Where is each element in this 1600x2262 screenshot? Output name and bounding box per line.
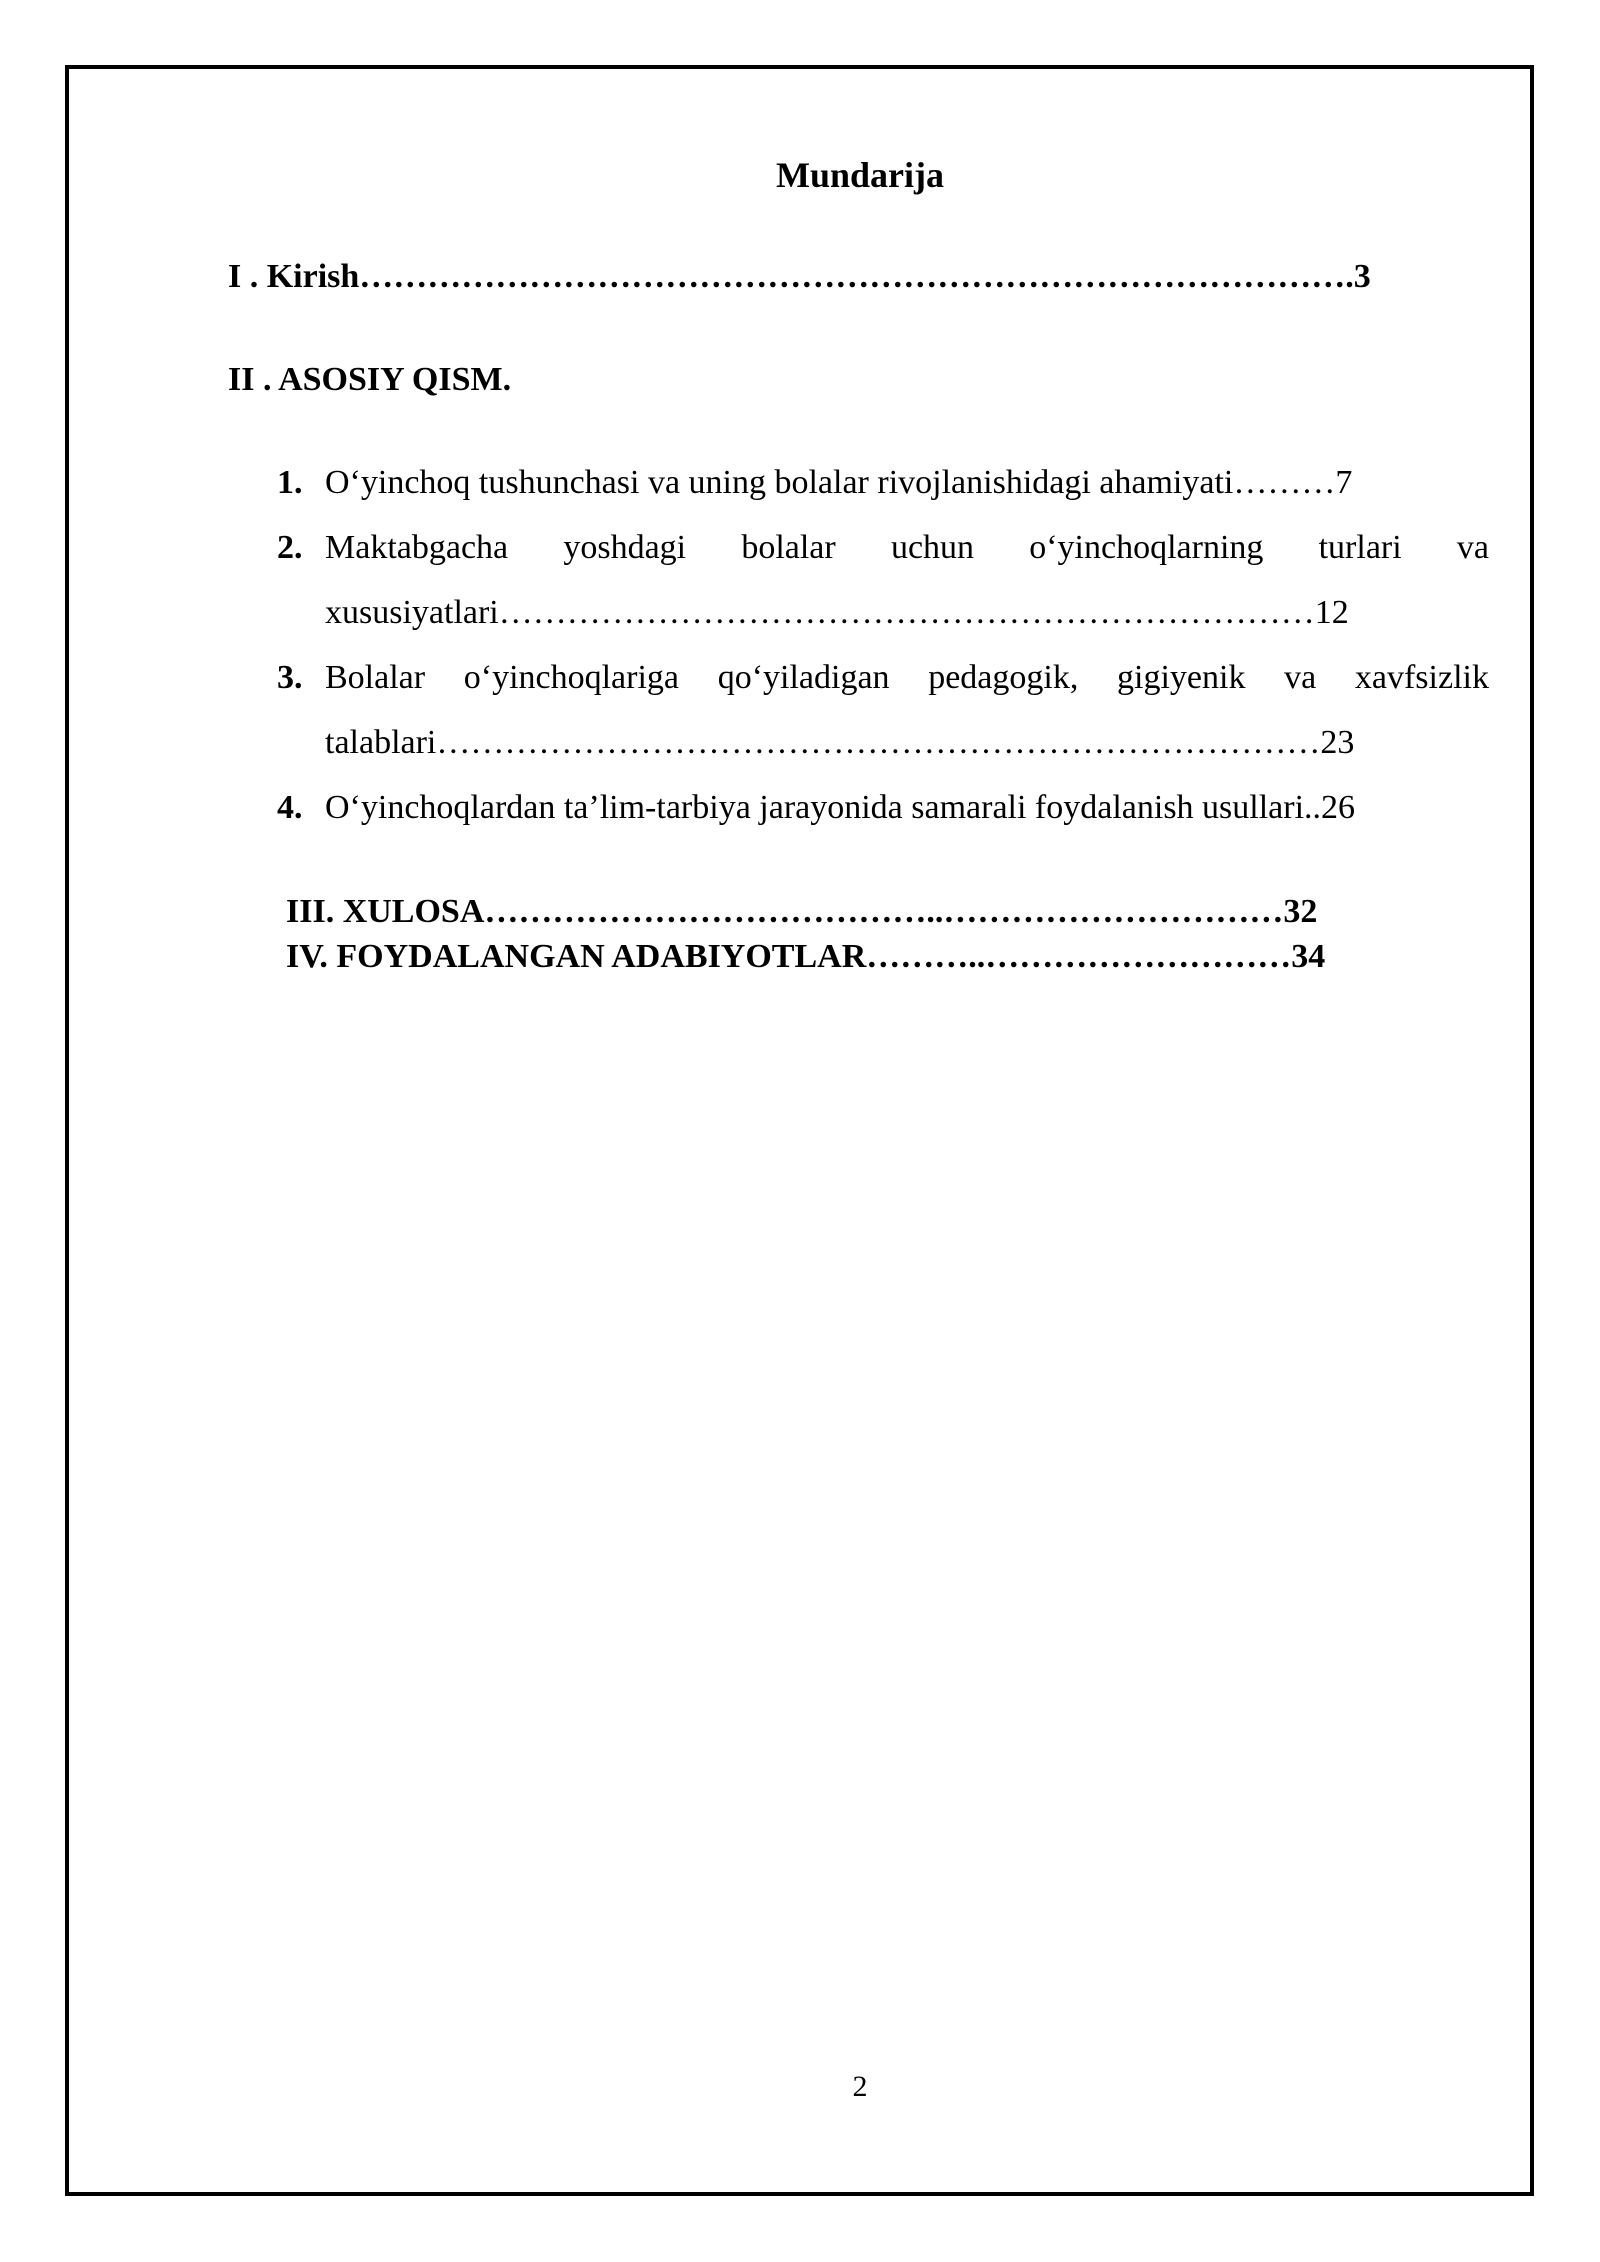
toc-item-2-number: 2. <box>277 529 303 566</box>
toc-item-3-text-line-1 <box>325 661 1489 695</box>
toc-item-1-text: O‘yinchoq tushunchasi va uning bolalar rivojlanishidagi ahamiyati………7 <box>325 464 1353 501</box>
toc-item-1-number: 1. <box>277 464 303 501</box>
word: o‘yinchoqlariga <box>463 659 680 696</box>
word: xavfsizlik <box>1354 659 1489 696</box>
toc-item-3-text-line-2: talablari……………………………………………………………………23 <box>325 724 1355 761</box>
word: qo‘yiladigan <box>717 659 890 696</box>
toc-entry-xulosa: III. XULOSA…………………………………..…………………………32 <box>286 893 1318 930</box>
toc-entry-kirish: I . Kirish…………………………………………………………………………….3 <box>228 258 1371 295</box>
word: gigiyenik <box>1117 659 1246 696</box>
word: bolalar <box>741 529 836 566</box>
toc-item-2-text-line-2: xususiyatlari………………………………………………………………12 <box>325 594 1349 631</box>
toc-entry-asosiy-qism: II . ASOSIY QISM. <box>228 361 512 398</box>
word: turlari <box>1318 529 1402 566</box>
word: pedagogik, <box>928 659 1079 696</box>
page-number: 2 <box>852 2070 868 2103</box>
word: o‘yinchoqlarning <box>1029 529 1264 566</box>
word: va <box>1456 529 1489 566</box>
toc-item-3-number: 3. <box>277 659 303 696</box>
toc-item-4-text: O‘yinchoqlardan ta’lim-tarbiya jarayonida samarali foydalanish usullari..26 <box>325 789 1356 826</box>
toc-title: Mundarija <box>775 155 944 195</box>
toc-item-4-number: 4. <box>277 789 303 826</box>
word: uchun <box>890 529 975 566</box>
toc-item-2-text-line-1 <box>325 531 1489 565</box>
word: va <box>1284 659 1317 696</box>
toc-entry-adabiyotlar: IV. FOYDALANGAN ADABIYOTLAR………..………………………34 <box>286 938 1326 975</box>
word: Maktabgacha <box>325 529 509 566</box>
word: Bolalar <box>325 659 426 696</box>
word: yoshdagi <box>563 529 687 566</box>
